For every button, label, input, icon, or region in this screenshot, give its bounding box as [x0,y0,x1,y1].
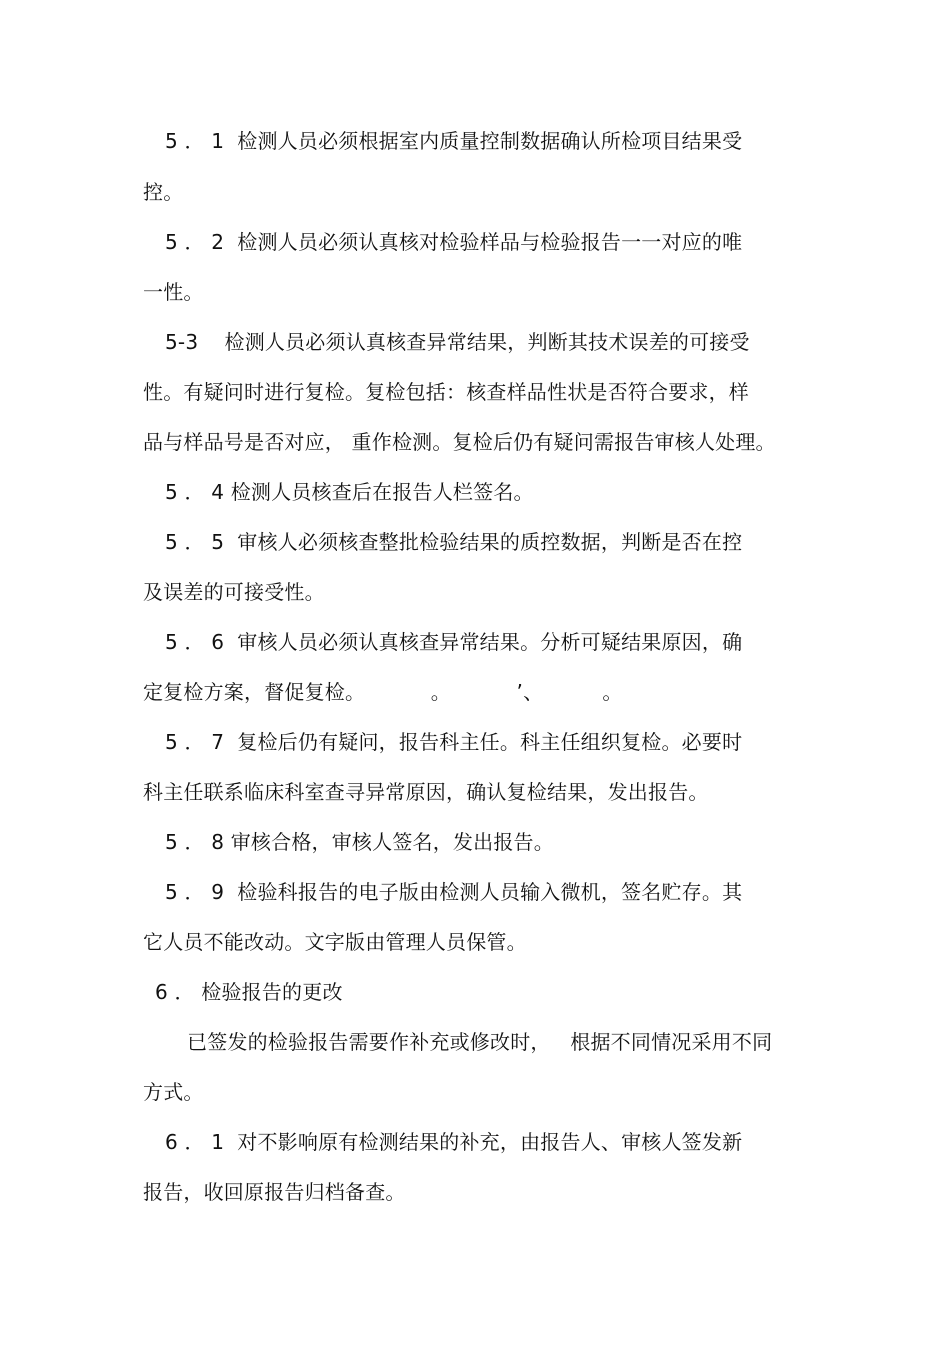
text-line: 5 ． 5 审核人必须核查整批检验结果的质控数据，判断是否在控 [165,530,743,554]
text-line: 品与样品号是否对应， 重作检测。复检后仍有疑问需报告审核人处理。 [143,430,776,454]
text-line: 5 ． 7 复检后仍有疑问，报告科主任。科主任组织复检。必要时 [165,730,743,754]
text-line: 已签发的检验报告需要作补充或修改时， 根据不同情况采用不同 [187,1030,773,1054]
text-line: 5-3 检测人员必须认真核查异常结果，判断其技术误差的可接受 [165,330,750,354]
text-line: 定复检方案，督促复检。 。 ’、 。 [143,680,623,704]
text-line: 5 ． 9 检验科报告的电子版由检测人员输入微机，签名贮存。其 [165,880,743,904]
text-line: 科主任联系临床科室查寻异常原因，确认复检结果，发出报告。 [143,780,709,804]
text-line: 及误差的可接受性。 [143,580,325,604]
text-line: 性。有疑问时进行复检。复检包括：核查样品性状是否符合要求，样 [143,380,749,404]
text-line: 5 ． 8 审核合格，审核人签名，发出报告。 [165,830,554,854]
section-heading: 6 ． 检验报告的更改 [155,980,343,1004]
text-line: 5 ． 1 检测人员必须根据室内质量控制数据确认所检项目结果受 [165,129,743,153]
text-line: 它人员不能改动。文字版由管理人员保管。 [143,930,527,954]
text-line: 一性。 [143,280,204,304]
text-line: 5 ． 4 检测人员核查后在报告人栏签名。 [165,480,534,504]
text-line: 方式。 [143,1080,204,1104]
text-line: 5 ． 6 审核人员必须认真核查异常结果。分析可疑结果原因，确 [165,630,743,654]
text-line: 控。 [143,180,184,204]
text-line: 报告，收回原报告归档备查。 [143,1180,406,1204]
text-line: 6 ． 1 对不影响原有检测结果的补充，由报告人、审核人签发新 [165,1130,743,1154]
text-line: 5 ． 2 检测人员必须认真核对检验样品与检验报告一一对应的唯 [165,230,743,254]
